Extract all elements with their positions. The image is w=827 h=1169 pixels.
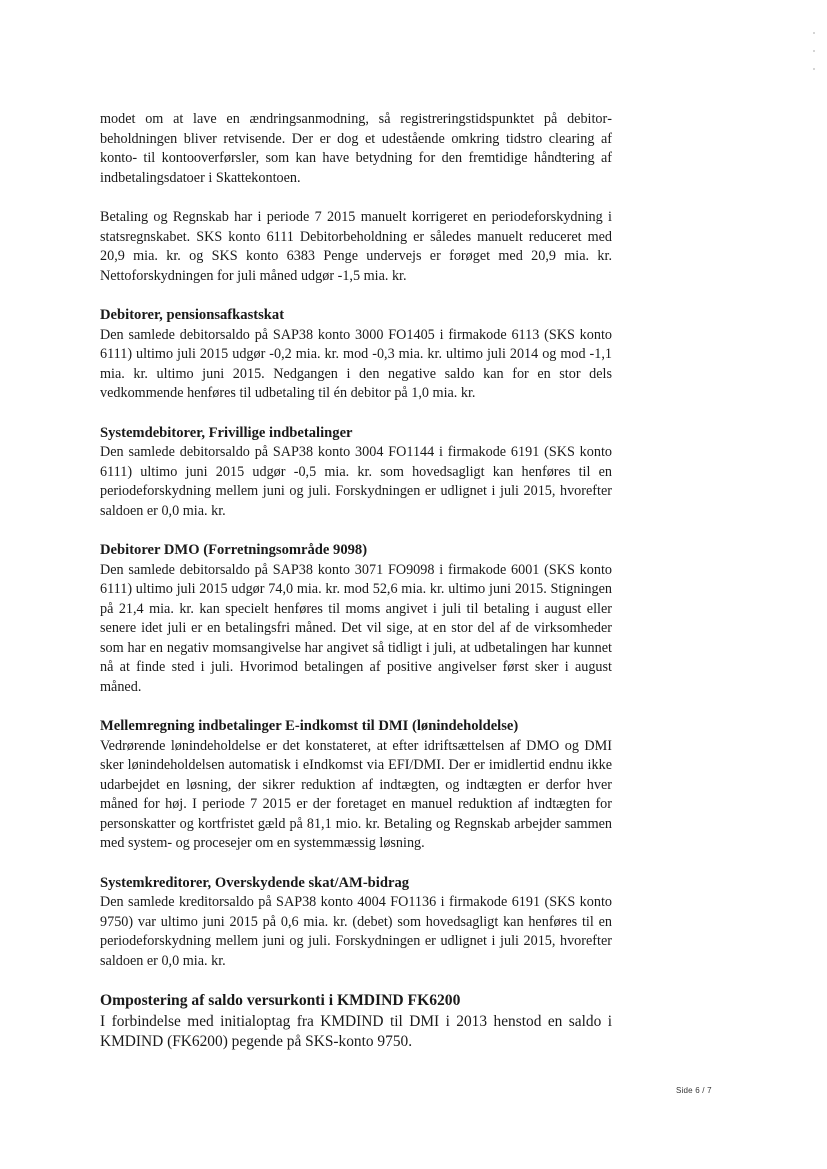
section-heading: Mellemregning indbetalinger E-indkomst til DMI (lønindeholdelse) — [100, 718, 519, 734]
section-heading: Systemkreditorer, Overskydende skat/AM-bidrag — [100, 874, 410, 891]
section-systemdebitorer-frivillige — [100, 424, 612, 522]
section-heading: Debitorer, pensionsafkastskat — [100, 307, 285, 323]
section-body: Den samlede debitorsaldo på SAP38 konto 3004 FO1144 i firmakode 6191 (SKS konto 6111) ultimo juni 2015 udgør -0,5 mia. kr. som hovedsagligt kan henføres til en periodeforskydning mellem juni og juli. Forskydningen er udlignet i juli 2015, hvorefter saldoen er 0,0 mia. kr. — [100, 444, 612, 519]
section-heading: Systemdebitorer, Frivillige indbetalinger — [100, 424, 353, 441]
section-body: I forbindelse med initialoptag fra KMDIND til DMI i 2013 henstod en saldo i KMDIND (FK6200) pegende på SKS-konto 9750. — [100, 1012, 612, 1050]
section-ompostering-saldo — [100, 991, 612, 1053]
section-debitorer-pensionsafkastskat — [100, 306, 612, 404]
section-body: Vedrørende lønindeholdelse er det konstateret, at efter idriftsættelsen af DMO og DMI sker lønindeholdelsen automatisk i eIndkomst via EFI/DMI. Der er imidlertid endnu ikke udarbejdet en løsning, der sikrer reduktion af indtægten, og indtægten er derfor hver måned for høj. I periode 7 2015 er der foretaget en manuel reduktion af indtægten for personskatter og kortfristet gæld på 81,1 mio. kr. Betaling og Regnskab arbejder sammen med system- og procesejer om en systemmæssig løsning. — [100, 737, 612, 851]
section-systemkreditorer — [100, 874, 612, 972]
section-heading: Debitorer DMO (Forretningsområde 9098) — [100, 542, 368, 558]
scan-edge-mark — [813, 32, 815, 70]
section-heading: Ompostering af saldo versurkonti i KMDIND FK6200 — [100, 992, 461, 1009]
page-number: Side 6 / 7 — [676, 1086, 712, 1095]
section-body: Den samlede kreditorsaldo på SAP38 konto 4004 FO1136 i firmakode 6191 (SKS konto 9750) var ultimo juni 2015 på 0,6 mia. kr. (debet) som hovedsagligt kan henføres til en periodeforskydning mellem juni og juli. Forskydningen er udlignet i juli 2015, hvorefter saldoen er 0,0 mia. kr. — [100, 894, 612, 969]
intro-paragraph-1: modet om at lave en ændringsanmodning, så registreringstidspunktet på debitorbeholdningen bliver retvisende. Der er dog et udestående omkring tidstro clearing af konto- til kontooverførsler, som kan have betydning for den fremtidige håndtering af indbetalingsdatoer i Skattekontoen. — [100, 111, 612, 186]
section-debitorer-dmo — [100, 541, 612, 697]
section-body: Den samlede debitorsaldo på SAP38 konto 3071 FO9098 i firmakode 6001 (SKS konto 6111) ultimo juli 2015 udgør 74,0 mia. kr. mod 52,6 mia. kr. ultimo juni 2015. Stigningen på 21,4 mia. kr. kan specielt henføres til moms angivet i juli til betaling i august eller senere idet juli er en betalingsfri måned. Det vil sige, at en stor del af de virksomheder som har en negativ momsangivelse har angivet så tidligt i juli, at udbetalingen har kunnet nå at finde sted i juli. Hvorimod betalingen af positive angivelser først sker i august måned. — [100, 561, 612, 695]
document-body — [100, 110, 612, 1053]
section-mellemregning-e-indkomst — [100, 717, 612, 854]
intro-paragraph-2: Betaling og Regnskab har i periode 7 2015 manuelt korrigeret en periodeforskydning i statsregnskabet. SKS konto 6111 Debitorbeholdning er således manuelt reduceret med 20,9 mia. kr. og SKS konto 6383 Penge undervejs er forøget med 20,9 mia. kr. Nettoforskydningen for juli måned udgør -1,5 mia. kr. — [100, 209, 612, 284]
section-body: Den samlede debitorsaldo på SAP38 konto 3000 FO1405 i firmakode 6113 (SKS konto 6111) ultimo juli 2015 udgør -0,2 mia. kr. mod -0,3 mia. kr. ultimo juli 2014 og mod -1,1 mia. kr. ultimo juni 2015. Nedgangen i den negative saldo kan for en stor dels vedkommende henføres til udbetaling til én debitor på 1,0 mia. kr. — [100, 326, 612, 401]
